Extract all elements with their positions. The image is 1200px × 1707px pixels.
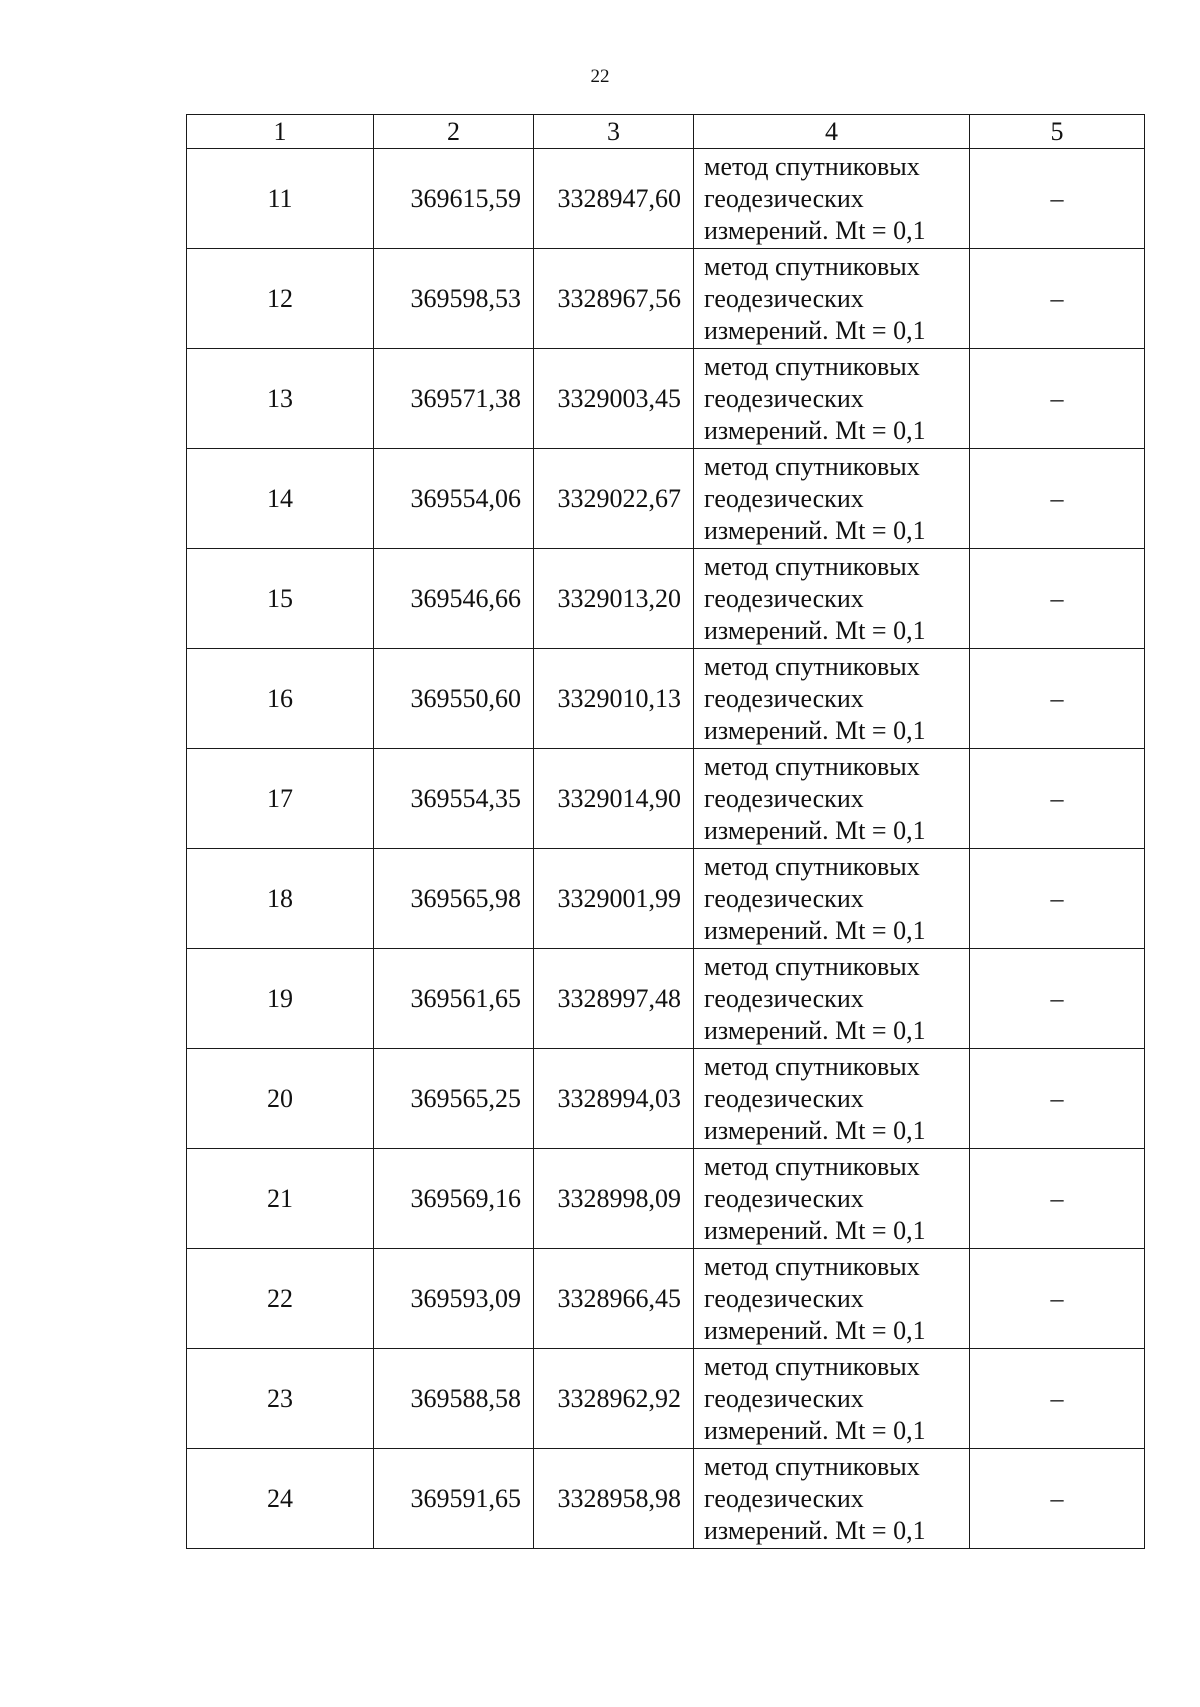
- method-text-line: метод спутниковых: [704, 1151, 920, 1181]
- x-coordinate-cell: 369593,09: [374, 1249, 534, 1349]
- table-row: [187, 849, 1145, 949]
- method-text-line: метод спутниковых: [704, 951, 920, 981]
- note-cell: –: [970, 249, 1145, 349]
- y-coordinate-cell: 3328966,45: [534, 1249, 694, 1349]
- y-coordinate-cell: 3329013,20: [534, 549, 694, 649]
- y-coordinate-cell: 3328994,03: [534, 1049, 694, 1149]
- method-text-line: геодезических: [704, 683, 864, 713]
- method-text-line: измерений. Mt = 0,1: [704, 1015, 926, 1045]
- method-text-line: измерений. Mt = 0,1: [704, 415, 926, 445]
- method-text-line: геодезических: [704, 1183, 864, 1213]
- method-cell: [694, 949, 970, 1049]
- method-text-line: измерений. Mt = 0,1: [704, 215, 926, 245]
- table-row: [187, 949, 1145, 1049]
- x-coordinate-cell: 369561,65: [374, 949, 534, 1049]
- method-cell: [694, 1349, 970, 1449]
- note-cell: –: [970, 149, 1145, 249]
- note-cell: –: [970, 1249, 1145, 1349]
- method-text-line: метод спутниковых: [704, 251, 920, 281]
- point-number-cell: 23: [187, 1349, 374, 1449]
- method-text-line: метод спутниковых: [704, 551, 920, 581]
- x-coordinate-cell: 369565,98: [374, 849, 534, 949]
- method-text-line: измерений. Mt = 0,1: [704, 715, 926, 745]
- table-row: [187, 549, 1145, 649]
- method-text-line: метод спутниковых: [704, 651, 920, 681]
- coordinates-table: [186, 114, 1145, 1549]
- method-text-line: измерений. Mt = 0,1: [704, 1415, 926, 1445]
- method-text-line: измерений. Mt = 0,1: [704, 1115, 926, 1145]
- x-coordinate-cell: 369598,53: [374, 249, 534, 349]
- point-number-cell: 18: [187, 849, 374, 949]
- method-text-line: геодезических: [704, 883, 864, 913]
- x-coordinate-cell: 369571,38: [374, 349, 534, 449]
- method-text-line: метод спутниковых: [704, 1251, 920, 1281]
- note-cell: –: [970, 1149, 1145, 1249]
- method-text-line: геодезических: [704, 383, 864, 413]
- note-cell: –: [970, 749, 1145, 849]
- method-text-line: геодезических: [704, 783, 864, 813]
- method-cell: [694, 349, 970, 449]
- table-row: [187, 749, 1145, 849]
- x-coordinate-cell: 369615,59: [374, 149, 534, 249]
- method-text-line: метод спутниковых: [704, 351, 920, 381]
- point-number-cell: 21: [187, 1149, 374, 1249]
- method-text-line: геодезических: [704, 483, 864, 513]
- method-cell: [694, 649, 970, 749]
- method-cell: [694, 449, 970, 549]
- method-text-line: геодезических: [704, 1383, 864, 1413]
- method-text-line: измерений. Mt = 0,1: [704, 1515, 926, 1545]
- method-text-line: геодезических: [704, 583, 864, 613]
- note-cell: –: [970, 1349, 1145, 1449]
- table-row: [187, 1149, 1145, 1249]
- y-coordinate-cell: 3329022,67: [534, 449, 694, 549]
- method-cell: [694, 549, 970, 649]
- table-row: [187, 449, 1145, 549]
- table-row: [187, 1049, 1145, 1149]
- page-number: 22: [590, 66, 610, 87]
- note-cell: –: [970, 449, 1145, 549]
- header-col-2: 2: [374, 115, 534, 149]
- y-coordinate-cell: 3329001,99: [534, 849, 694, 949]
- point-number-cell: 24: [187, 1449, 374, 1549]
- method-cell: [694, 149, 970, 249]
- note-cell: –: [970, 849, 1145, 949]
- point-number-cell: 11: [187, 149, 374, 249]
- table-body: [187, 149, 1145, 1549]
- method-text-line: метод спутниковых: [704, 851, 920, 881]
- x-coordinate-cell: 369591,65: [374, 1449, 534, 1549]
- method-text-line: измерений. Mt = 0,1: [704, 1215, 926, 1245]
- y-coordinate-cell: 3329003,45: [534, 349, 694, 449]
- note-cell: –: [970, 349, 1145, 449]
- x-coordinate-cell: 369550,60: [374, 649, 534, 749]
- x-coordinate-cell: 369554,06: [374, 449, 534, 549]
- header-col-4: 4: [694, 115, 970, 149]
- point-number-cell: 15: [187, 549, 374, 649]
- table-row: [187, 149, 1145, 249]
- method-cell: [694, 1249, 970, 1349]
- point-number-cell: 13: [187, 349, 374, 449]
- method-text-line: измерений. Mt = 0,1: [704, 815, 926, 845]
- method-text-line: геодезических: [704, 183, 864, 213]
- method-text-line: измерений. Mt = 0,1: [704, 515, 926, 545]
- point-number-cell: 12: [187, 249, 374, 349]
- method-text-line: геодезических: [704, 1483, 864, 1513]
- point-number-cell: 22: [187, 1249, 374, 1349]
- header-row: [187, 115, 1145, 149]
- point-number-cell: 20: [187, 1049, 374, 1149]
- method-cell: [694, 749, 970, 849]
- table-row: [187, 1449, 1145, 1549]
- method-text-line: геодезических: [704, 1283, 864, 1313]
- table-header: [187, 115, 1145, 149]
- table-row: [187, 1249, 1145, 1349]
- method-text-line: метод спутниковых: [704, 451, 920, 481]
- y-coordinate-cell: 3328958,98: [534, 1449, 694, 1549]
- table-row: [187, 1349, 1145, 1449]
- x-coordinate-cell: 369554,35: [374, 749, 534, 849]
- method-cell: [694, 249, 970, 349]
- note-cell: –: [970, 649, 1145, 749]
- y-coordinate-cell: 3328962,92: [534, 1349, 694, 1449]
- y-coordinate-cell: 3328998,09: [534, 1149, 694, 1249]
- method-text-line: метод спутниковых: [704, 751, 920, 781]
- method-text-line: измерений. Mt = 0,1: [704, 315, 926, 345]
- x-coordinate-cell: 369569,16: [374, 1149, 534, 1249]
- method-text-line: метод спутниковых: [704, 151, 920, 181]
- note-cell: –: [970, 949, 1145, 1049]
- method-text-line: измерений. Mt = 0,1: [704, 915, 926, 945]
- header-col-5: 5: [970, 115, 1145, 149]
- method-text-line: метод спутниковых: [704, 1351, 920, 1381]
- y-coordinate-cell: 3329014,90: [534, 749, 694, 849]
- header-col-1: 1: [187, 115, 374, 149]
- point-number-cell: 14: [187, 449, 374, 549]
- table-row: [187, 649, 1145, 749]
- x-coordinate-cell: 369546,66: [374, 549, 534, 649]
- method-text-line: геодезических: [704, 283, 864, 313]
- y-coordinate-cell: 3328997,48: [534, 949, 694, 1049]
- table-row: [187, 349, 1145, 449]
- method-text-line: геодезических: [704, 983, 864, 1013]
- table-row: [187, 249, 1145, 349]
- method-text-line: геодезических: [704, 1083, 864, 1113]
- method-text-line: метод спутниковых: [704, 1451, 920, 1481]
- point-number-cell: 17: [187, 749, 374, 849]
- note-cell: –: [970, 1449, 1145, 1549]
- header-col-3: 3: [534, 115, 694, 149]
- x-coordinate-cell: 369565,25: [374, 1049, 534, 1149]
- note-cell: –: [970, 549, 1145, 649]
- y-coordinate-cell: 3328967,56: [534, 249, 694, 349]
- method-text-line: измерений. Mt = 0,1: [704, 1315, 926, 1345]
- method-cell: [694, 849, 970, 949]
- point-number-cell: 16: [187, 649, 374, 749]
- method-cell: [694, 1149, 970, 1249]
- method-cell: [694, 1449, 970, 1549]
- y-coordinate-cell: 3329010,13: [534, 649, 694, 749]
- note-cell: –: [970, 1049, 1145, 1149]
- method-text-line: метод спутниковых: [704, 1051, 920, 1081]
- y-coordinate-cell: 3328947,60: [534, 149, 694, 249]
- method-text-line: измерений. Mt = 0,1: [704, 615, 926, 645]
- x-coordinate-cell: 369588,58: [374, 1349, 534, 1449]
- method-cell: [694, 1049, 970, 1149]
- point-number-cell: 19: [187, 949, 374, 1049]
